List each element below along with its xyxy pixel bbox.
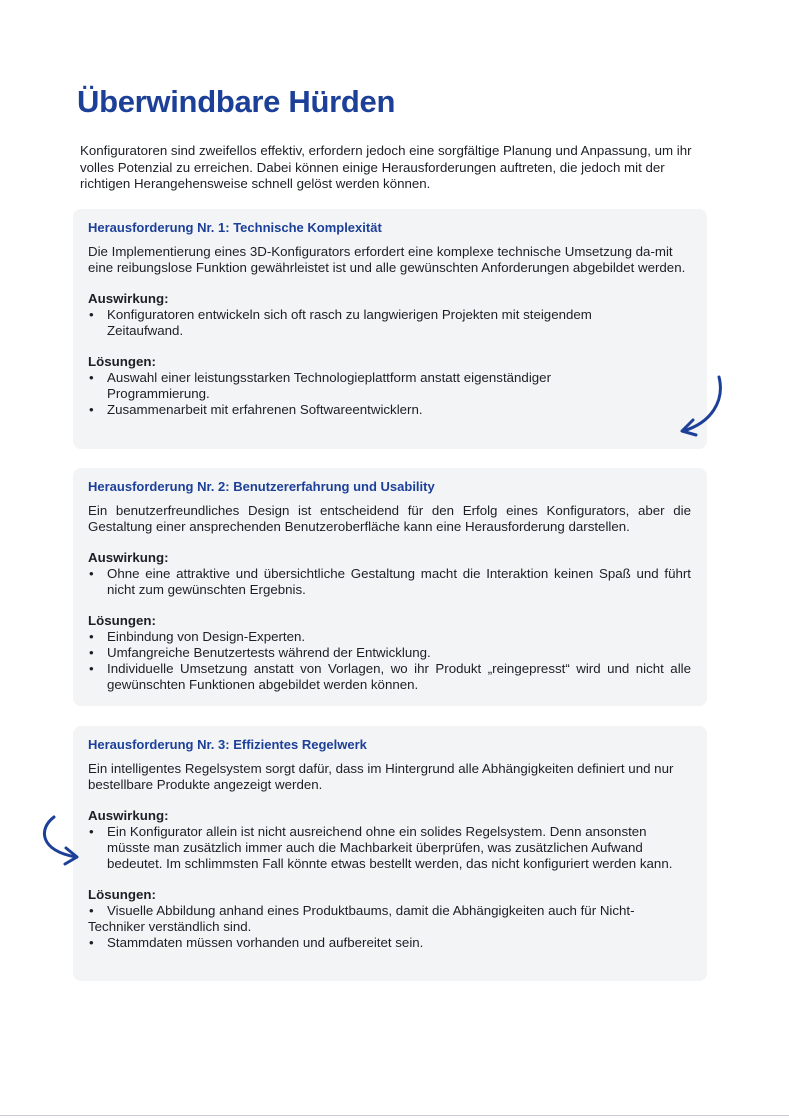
challenge-description: Die Implementierung eines 3D-Konfigurators erfordert eine komplexe technische Umsetzung da-mit eine reibungslose Funktion gewährleistet ist und alle gewünschten Anforderungen abgebildet werden. [88,244,686,275]
list-item: • Individuelle Umsetzung anstatt von Vorlagen, wo ihr Produkt „reingepresst“ wird und nicht alle gewünschten Funktionen abgebildet werden können. [88,661,691,693]
challenge-title: Herausforderung Nr. 1: Technische Komplexität [88,220,382,235]
list-item: • Stammdaten müssen vorhanden und aufbereitet sein. [88,935,691,951]
challenge-title: Herausforderung Nr. 2: Benutzererfahrung und Usability [88,479,435,494]
solutions-list [88,370,691,418]
curved-arrow-icon [36,813,84,869]
challenge-description: Ein intelligentes Regelsystem sorgt dafür, dass im Hintergrund alle Abhängigkeiten definiert und nur bestellbare Produkte angezeigt werden. [88,761,674,792]
page-bottom-divider [0,1115,789,1116]
solutions-label: Lösungen: [88,887,156,902]
curved-arrow-icon [673,373,729,437]
challenge-title: Herausforderung Nr. 3: Effizientes Regelwerk [88,737,367,752]
impact-label: Auswirkung: [88,550,169,565]
impact-label: Auswirkung: [88,808,169,823]
solutions-label: Lösungen: [88,613,156,628]
impact-list [88,824,691,872]
list-item: • Einbindung von Design-Experten. [88,629,691,645]
solutions-label: Lösungen: [88,354,156,369]
list-item: • Auswahl einer leistungsstarken Technologieplattform anstatt eigenständiger Programmierung. [88,370,597,402]
impact-list [88,307,691,339]
list-item: • Umfangreiche Benutzertests während der Entwicklung. [88,645,691,661]
solutions-list [88,629,691,693]
intro-paragraph: Konfiguratoren sind zweifellos effektiv, erfordern jedoch eine sorgfältige Planung und Anpassung, um ihr volles Potenzial zu erreichen. Dabei können einige Herausforderungen auftreten, die jedoch mit der richtigen Herangehensweise schnell gelöst werden können. [80,143,692,191]
list-item: • Konfiguratoren entwickeln sich oft rasch zu langwierigen Projekten mit steigendem Zeitaufwand. [88,307,627,339]
list-item: • Visuelle Abbildung anhand eines Produktbaums, damit die Abhängigkeiten auch für Nicht-Techniker verständlich sind. [88,903,691,935]
solutions-list [88,903,691,951]
challenge-card-1 [73,209,707,449]
impact-label: Auswirkung: [88,291,169,306]
list-item: • Ohne eine attraktive und übersichtliche Gestaltung macht die Interaktion keinen Spaß und führt nicht zum gewünschten Ergebnis. [88,566,691,598]
impact-list [88,566,691,598]
challenge-card-2 [73,468,707,706]
challenge-card-3 [73,726,707,981]
list-item: • Zusammenarbeit mit erfahrenen Softwareentwicklern. [88,402,691,418]
challenge-description: Ein benutzerfreundliches Design ist entscheidend für den Erfolg eines Konfigurators, aber die Gestaltung einer ansprechenden Benutzeroberfläche kann eine Herausforderung darstellen. [88,503,691,534]
page-title: Überwindbare Hürden [77,84,396,119]
list-item: • Ein Konfigurator allein ist nicht ausreichend ohne ein solides Regelsystem. Denn ansonsten müsste man zusätzlich immer auch die Machbarkeit überprüfen, was zusätzlichen Aufwand bedeutet. Im schlimmsten Fall könnte etwas bestellt werden, das nicht konfiguriert werden kann. [88,824,691,872]
